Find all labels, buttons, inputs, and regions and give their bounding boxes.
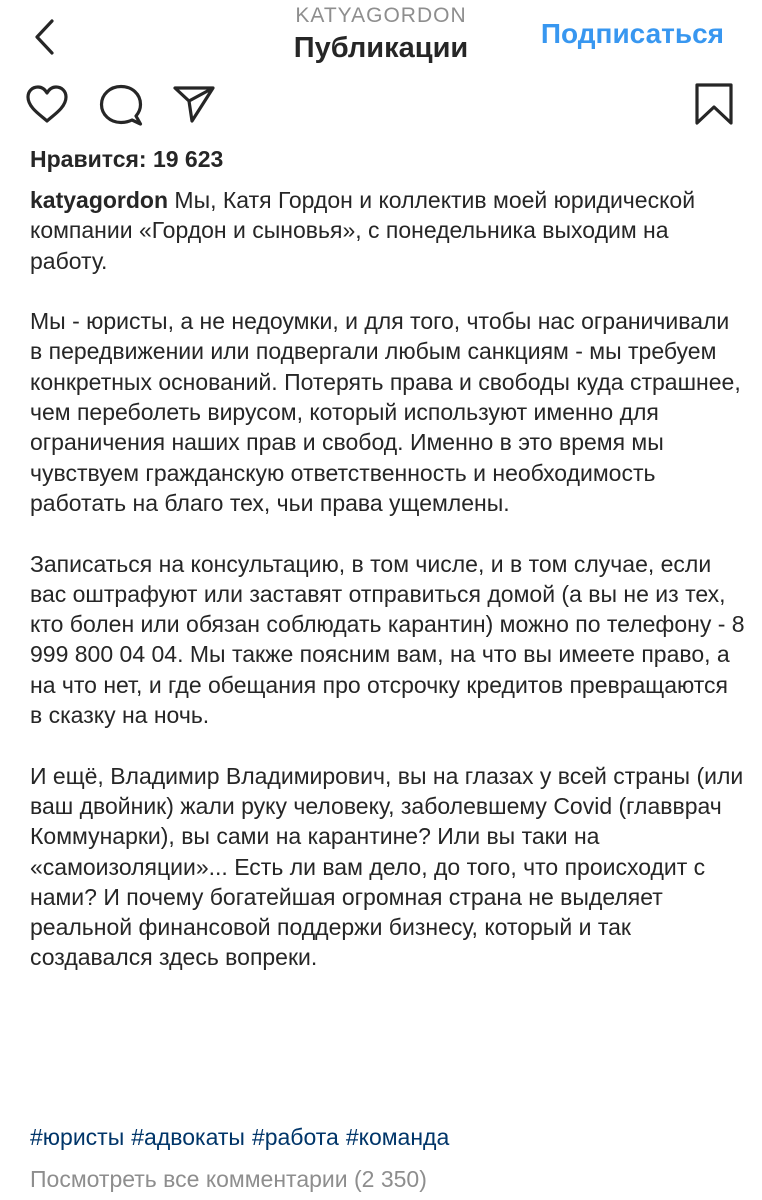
caption-paragraph: Записаться на консультацию, в том числе, и в том случае, если вас оштрафуют или заставят отправиться домой (а вы не из тех, кто болен или обязан соблюдать карантин) можно по телефону - 8 999 800 04 04. Мы также поясним вам, на что вы имеете право, а на что нет, и где обещания про отсрочку кредитов превращаются в сказку на ночь.	[30, 550, 745, 729]
caption-first-paragraph	[30, 185, 745, 276]
follow-button[interactable]: Подписаться	[540, 18, 724, 49]
caption-paragraph: И ещё, Владимир Владимирович, вы на глазах у всей страны (или ваш двойник) жали руку человеку, заболевшему Covid (главврач Коммунарки), вы сами на карантине? Или вы таки на «самоизоляции»... Есть ли вам дело, до того, что происходит с нами? И почему богатейшая огромная страна не выделяет реальной финансовой поддержи бизнесу, который и так создавался здесь вопреки.	[30, 762, 744, 971]
like-button[interactable]	[24, 83, 70, 130]
hashtag-link[interactable]: #команда	[345, 1124, 450, 1150]
back-button[interactable]	[30, 17, 60, 57]
share-button[interactable]	[172, 84, 216, 129]
view-all-comments-link[interactable]: Посмотреть все комментарии (2 350)	[30, 1166, 427, 1192]
caption-text: Мы, Катя Гордон и коллектив моей юридической компании «Гордон и сыновья», с понедельника выходим на работу.	[30, 187, 696, 274]
heart-icon	[24, 83, 70, 125]
comment-button[interactable]	[98, 83, 144, 132]
top-bar	[0, 0, 762, 78]
caption-paragraph: Мы - юристы, а не недоумки, и для того, чтобы нас ограничивали в передвижении или подвергали любым санкциям - мы требуем конкретных оснований. Потерять права и свободы куда страшнее, чем переболеть вирусом, который используют именно для ограничения наших прав и свобод. Именно в это время мы чувствуем гражданскую ответственность и необходимость работать на благо тех, чьи права ущемлены.	[30, 308, 741, 516]
comment-icon	[98, 83, 144, 127]
hashtag-link[interactable]: #адвокаты	[131, 1124, 245, 1150]
caption-username[interactable]: katyagordon	[30, 187, 169, 213]
chevron-left-icon	[30, 17, 60, 57]
page-title: Публикации	[293, 32, 469, 64]
header-username: KATYAGORDON	[295, 4, 467, 27]
post-caption	[30, 185, 745, 973]
send-icon	[172, 84, 216, 124]
hashtags	[30, 1124, 456, 1151]
bookmark-icon	[693, 82, 735, 126]
hashtag-link[interactable]: #работа	[251, 1124, 339, 1150]
hashtag-link[interactable]: #юристы	[30, 1124, 125, 1150]
likes-count[interactable]: Нравится: 19 623	[30, 146, 224, 172]
save-button[interactable]	[693, 82, 735, 131]
action-bar	[0, 78, 762, 134]
